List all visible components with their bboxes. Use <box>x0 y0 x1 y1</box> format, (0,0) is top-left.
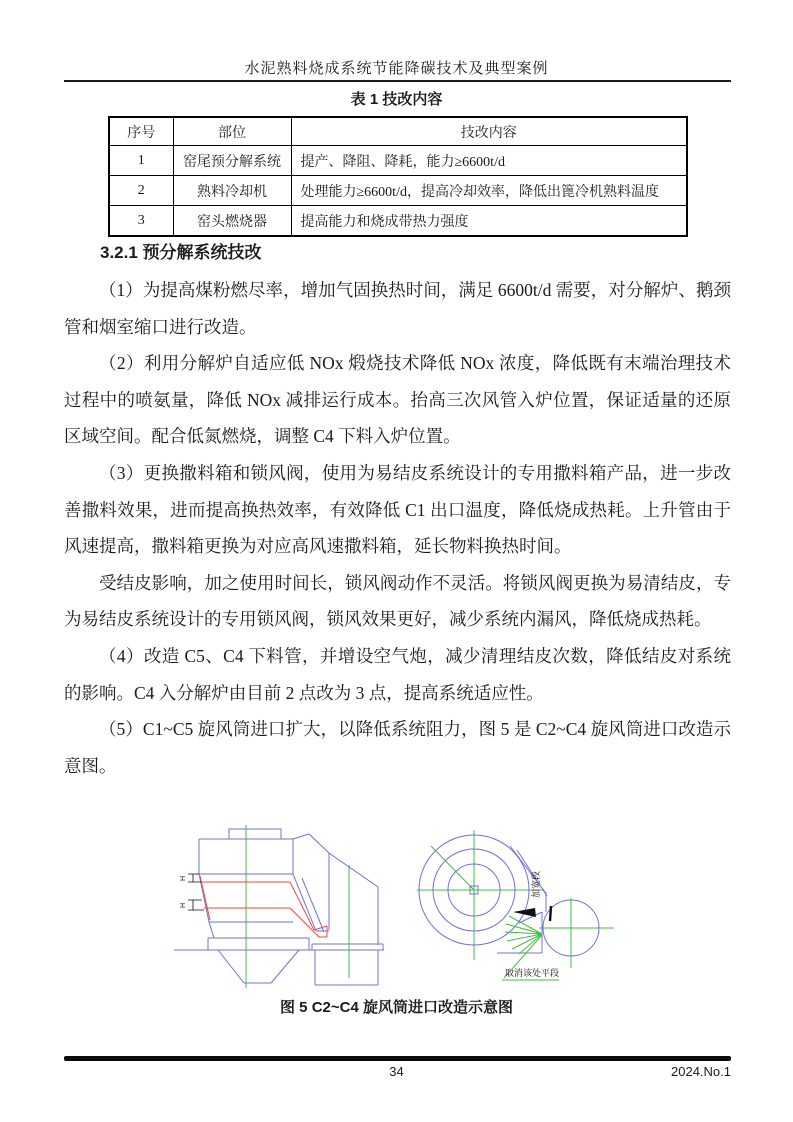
figure-5 <box>64 820 731 995</box>
table-header-cell: 部位 <box>173 117 291 146</box>
body-paragraph: （2）利用分解炉自适应低 NOx 煅烧技术降低 NOx 浓度，降低既有末端治理技术过程中的喷氨量，降低 NOx 减排运行成本。抬高三次风管入炉位置，保证适量的还原区域空间。配合低氮燃烧，调整 C4 下料入炉位置。 <box>64 353 731 447</box>
table-cell-detail: 提产、降阻、降耗，能力≥6600t/d <box>291 146 687 176</box>
body-content <box>64 237 731 784</box>
page-number: 34 <box>389 1064 404 1079</box>
body-paragraph: 受结皮影响，加之使用时间长，锁风阀动作不灵活。将锁风阀更换为易清结皮，专为易结皮系统设计的专用锁风阀，锁风效果更好，减少系统内漏风，降低烧成热耗。 <box>64 572 731 630</box>
section-heading: 3.2.1 预分解系统技改 <box>100 243 262 262</box>
cyclone-side-view-drawing <box>166 820 391 992</box>
footer-rule <box>64 1056 731 1061</box>
table-cell-detail: 处理能力≥6600t/d，提高冷却效率，降低出篦冷机熟料温度 <box>291 176 687 206</box>
table-title: 表 1 技改内容 <box>350 91 443 108</box>
table-cell-index: 3 <box>109 206 173 237</box>
issue-label: 2024.No.1 <box>671 1064 731 1079</box>
figure-caption: 图 5 C2~C4 旋风筒进口改造示意图 <box>280 999 513 1016</box>
table-header-row <box>109 117 687 146</box>
table-row <box>109 206 687 237</box>
cancel-flat-section-label: 取消该处平段 <box>505 968 560 978</box>
body-paragraph: （3）更换撒料箱和锁风阀，使用为易结皮系统设计的专用撒料箱产品，进一步改善撒料效果，进而提高换热效率，有效降低 C1 出口温度，降低烧成热耗。上升管由于风速提高，撒料箱更换为对应高风速撒料箱，延长物料换热时间。 <box>64 462 731 557</box>
table-cell-part: 窑头燃烧器 <box>173 206 291 237</box>
modification-table <box>108 116 688 237</box>
dimension-label-h-upper: H <box>180 875 187 881</box>
widen-section-label: 加宽段 <box>531 870 541 898</box>
table-cell-index: 2 <box>109 176 173 206</box>
table-header-cell: 序号 <box>109 117 173 146</box>
table-cell-part: 熟料冷却机 <box>173 176 291 206</box>
running-header-title: 水泥熟料烧成系统节能降碳技术及典型案例 <box>244 61 549 77</box>
body-paragraph: （5）C1~C5 旋风筒进口扩大，以降低系统阻力，图 5 是 C2~C4 旋风筒进口改造示意图。 <box>64 719 731 776</box>
table-row <box>109 146 687 176</box>
body-paragraph: （4）改造 C5、C4 下料管，并增设空气炮，减少清理结皮次数，降低结皮对系统的影响。C4 入分解炉由目前 2 点改为 3 点，提高系统适应性。 <box>64 645 731 703</box>
dimension-label-h-lower: H <box>180 902 187 908</box>
table-cell-index: 1 <box>109 146 173 176</box>
table-cell-part: 窑尾预分解系统 <box>173 146 291 176</box>
cyclone-top-view-drawing <box>409 820 629 995</box>
table-row <box>109 176 687 206</box>
table-header-cell: 技改内容 <box>291 117 687 146</box>
body-paragraph: （1）为提高煤粉燃尽率，增加气固换热时间，满足 6600t/d 需要，对分解炉、鹅颈管和烟室缩口进行改造。 <box>64 280 731 337</box>
table-cell-detail: 提高能力和烧成带热力强度 <box>291 206 687 237</box>
header-rule <box>64 80 731 82</box>
